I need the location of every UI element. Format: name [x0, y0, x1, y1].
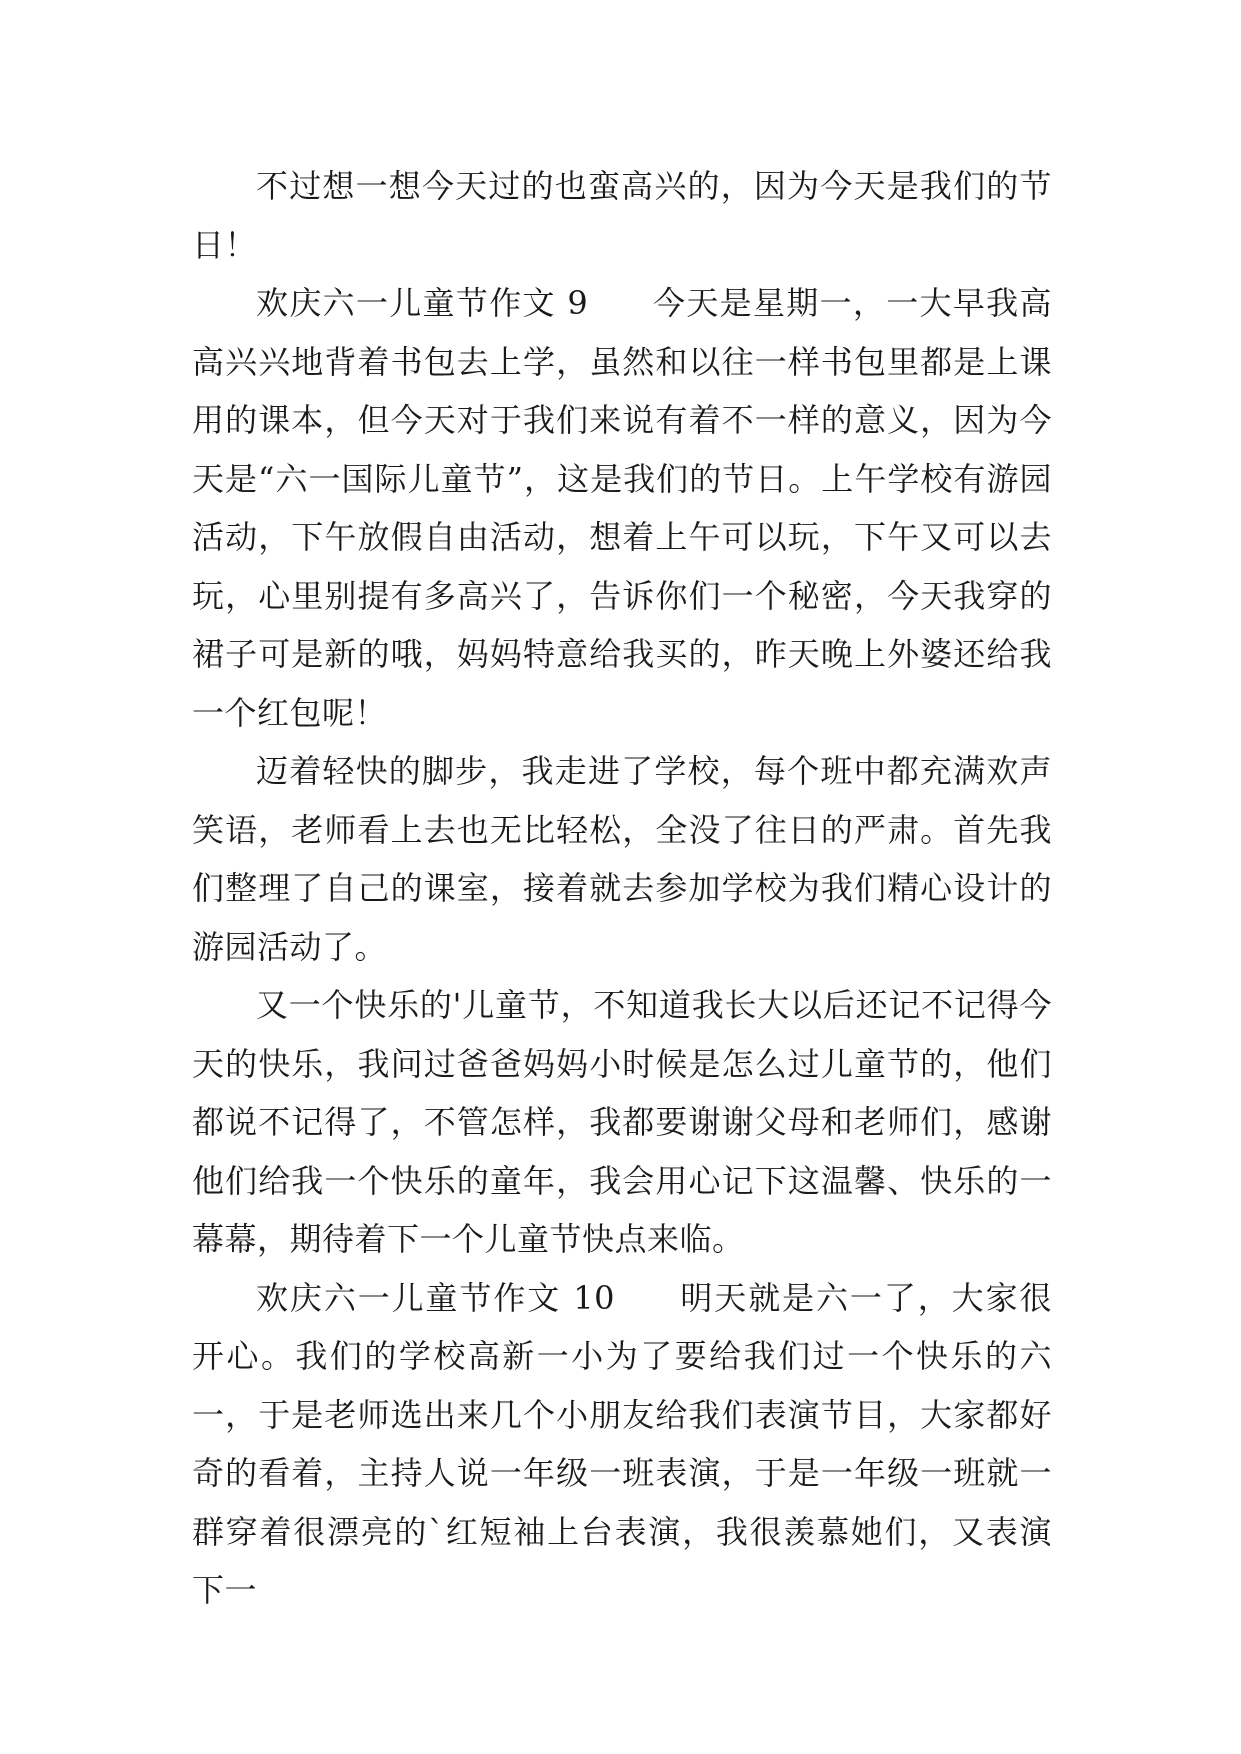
- paragraph-3: [192, 742, 1052, 976]
- paragraph-4-text: 又一个快乐的'儿童节，不知道我长大以后还记不记得今天的快乐，我问过爸爸妈妈小时候是怎么过儿童节的，他们都说不记得了，不管怎样，我都要谢谢父母和老师们，感谢他们给我一个快乐的童年，我会用心记下这温馨、快乐的一幕幕，期待着下一个儿童节快点来临。: [192, 986, 1052, 1258]
- paragraph-2-text: 今天是星期一，一大早我高高兴兴地背着书包去上学，虽然和以往一样书包里都是上课用的课本，但今天对于我们来说有着不一样的意义，因为今天是“六一国际儿童节”，这是我们的节日。上午学校有游园活动，下午放假自由活动，想着上午可以玩，下午又可以去玩，心里别提有多高兴了，告诉你们一个秘密，今天我穿的裙子可是新的哦，妈妈特意给我买的，昨天晚上外婆还给我一个红包呢！: [192, 284, 1052, 732]
- paragraph-3-text: 迈着轻快的脚步，我走进了学校，每个班中都充满欢声笑语，老师看上去也无比轻松，全没了往日的严肃。首先我们整理了自己的课室，接着就去参加学校为我们精心设计的游园活动了。: [192, 752, 1052, 966]
- essay-body: [192, 157, 1052, 1620]
- essay-9-heading: 欢庆六一儿童节作文 9: [256, 284, 589, 322]
- essay-10-heading: 欢庆六一儿童节作文 10: [256, 1278, 615, 1317]
- paragraph-5: [192, 1269, 1052, 1620]
- paragraph-4: [192, 976, 1052, 1269]
- paragraph-2: [192, 274, 1052, 742]
- paragraph-1: [192, 157, 1052, 274]
- paragraph-5-text: 明天就是六一了，大家很开心。我们的学校高新一小为了要给我们过一个快乐的六一，于是老师选出来几个小朋友给我们表演节目，大家都好奇的看着，主持人说一年级一班表演，于是一年级一班就一群穿着很漂亮的`红短袖上台表演，我很羡慕她们，又表演下一: [192, 1278, 1052, 1609]
- paragraph-1-text: 不过想一想今天过的也蛮高兴的，因为今天是我们的节日！: [192, 167, 1052, 264]
